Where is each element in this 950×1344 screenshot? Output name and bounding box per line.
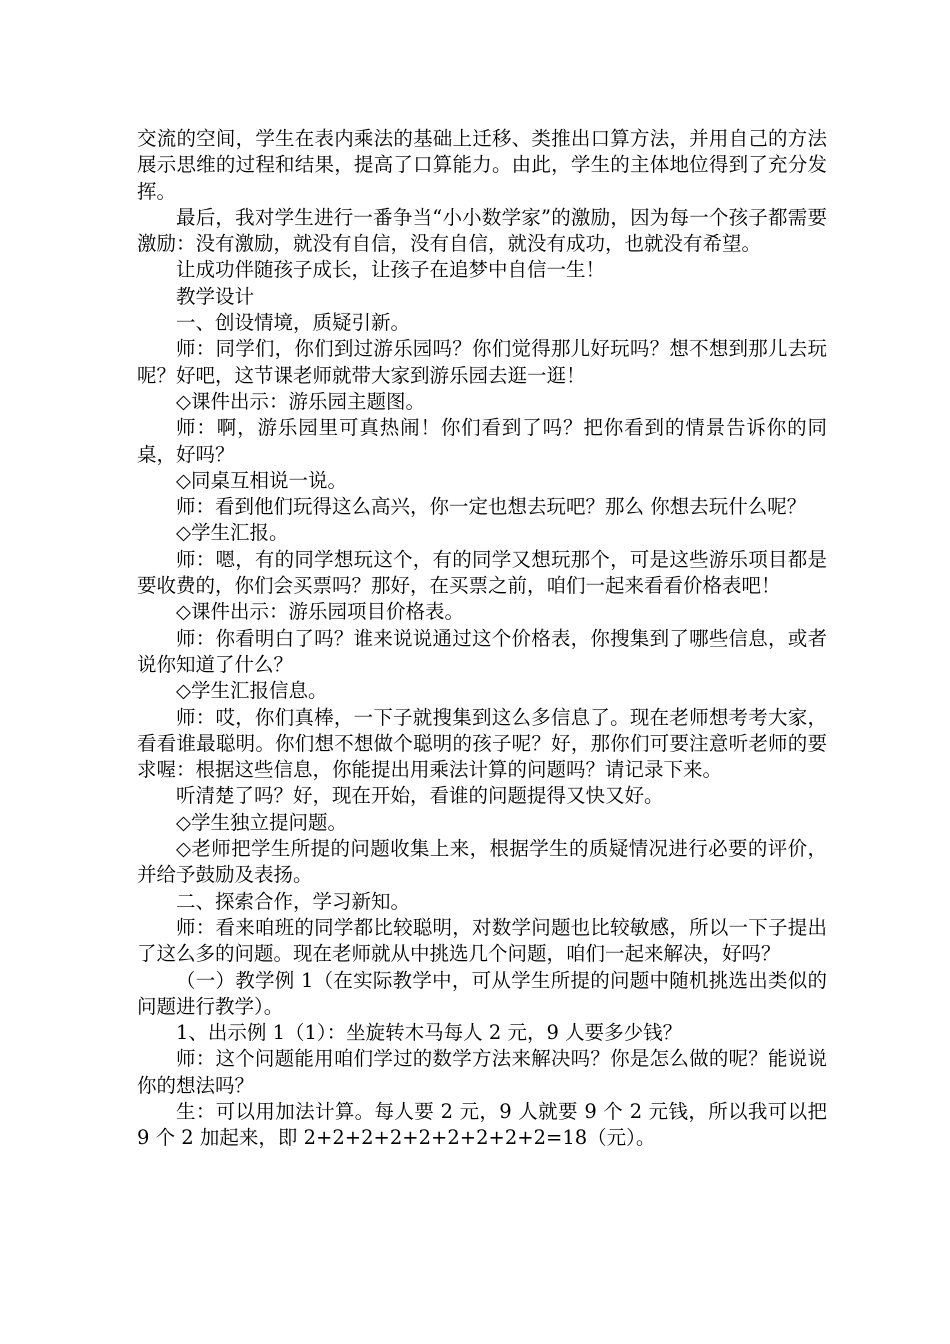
paragraph-17: 听清楚了吗？好，现在开始，看谁的问题提得又快又好。 <box>176 784 664 808</box>
paragraph-21: 师：看来咱班的同学都比较聪明，对数学问题也比较敏感，所以一下子提出了这么多的问题。现在老师就从中挑选几个问题，咱们一起来解决，好吗？ <box>137 915 827 966</box>
paragraph-23: 1、出示例 1（1）：坐旋转木马每人 2 元，9 人要多少钱？ <box>176 1021 683 1045</box>
paragraph-1: 交流的空间，学生在表内乘法的基础上迁移、类推出口算方法，并用自己的方法展示思维的过程和结果，提高了口算能力。由此，学生的主体地位得到了充分发挥。 <box>137 127 827 203</box>
paragraph-18: ◇学生独立提问题。 <box>176 810 347 834</box>
paragraph-9: ◇同桌互相说一说。 <box>176 468 347 492</box>
paragraph-10: 师：看到他们玩得这么高兴，你一定也想去玩吧？那么 你想去玩什么呢？ <box>176 495 807 519</box>
document-body <box>137 126 827 1152</box>
paragraph-15: ◇学生汇报信息。 <box>176 679 328 703</box>
paragraph-25: 生：可以用加法计算。每人要 2 元，9 人就要 9 个 2 元钱，所以我可以把 9 个 2 加起来，即 2+2+2+2+2+2+2+2+2=18（元）。 <box>137 1099 827 1150</box>
paragraph-2: 最后，我对学生进行一番争当“小小数学家”的激励，因为每一个孩子都需要激励：没有激励，就没有自信，没有自信，就没有成功，也就没有希望。 <box>137 205 827 256</box>
paragraph-14: 师：你看明白了吗？谁来说说通过这个价格表，你搜集到了哪些信息，或者说你知道了什么？ <box>137 626 827 676</box>
paragraph-19: ◇老师把学生所提的问题收集上来，根据学生的质疑情况进行必要的评价，并给予鼓励及表扬。 <box>137 837 827 887</box>
paragraph-7: ◇课件出示：游乐园主题图。 <box>176 389 425 413</box>
paragraph-8: 师：啊，游乐园里可真热闹！你们看到了吗？把你看到的情景告诉你的同桌，好吗？ <box>137 416 827 466</box>
paragraph-11: ◇学生汇报。 <box>176 521 289 545</box>
paragraph-12: 师：嗯，有的同学想玩这个，有的同学又想玩那个，可是这些游乐项目都是要收费的，你们会买票吗？那好，在买票之前，咱们一起来看看价格表吧！ <box>137 547 827 598</box>
section-heading-1: 一、创设情境，质疑引新。 <box>176 311 411 335</box>
paragraph-13: ◇课件出示：游乐园项目价格表。 <box>176 600 464 624</box>
paragraph-22: （一）教学例 1（在实际教学中，可从学生所提的问题中随机挑选出类似的问题进行教学）。 <box>137 968 827 1018</box>
paragraph-24: 师：这个问题能用咱们学过的数学方法来解决吗？你是怎么做的呢？能说说你的想法吗？ <box>137 1047 827 1097</box>
paragraph-16: 师：哎，你们真棒，一下子就搜集到这么多信息了。现在老师想考考大家，看看谁最聪明。你们想不想做个聪明的孩子呢？好，那你们可要注意听老师的要求喔：根据这些信息，你能提出用乘法计算的问题吗？请记录下来。 <box>137 705 827 782</box>
section-title: 教学设计 <box>176 284 255 308</box>
paragraph-3: 让成功伴随孩子成长，让孩子在追梦中自信一生！ <box>176 258 606 282</box>
section-heading-2: 二、探索合作，学习新知。 <box>176 889 411 913</box>
paragraph-6: 师：同学们，你们到过游乐园吗？你们觉得那儿好玩吗？想不想到那儿去玩呢？好吧，这节课老师就带大家到游乐园去逛一逛！ <box>137 337 827 387</box>
